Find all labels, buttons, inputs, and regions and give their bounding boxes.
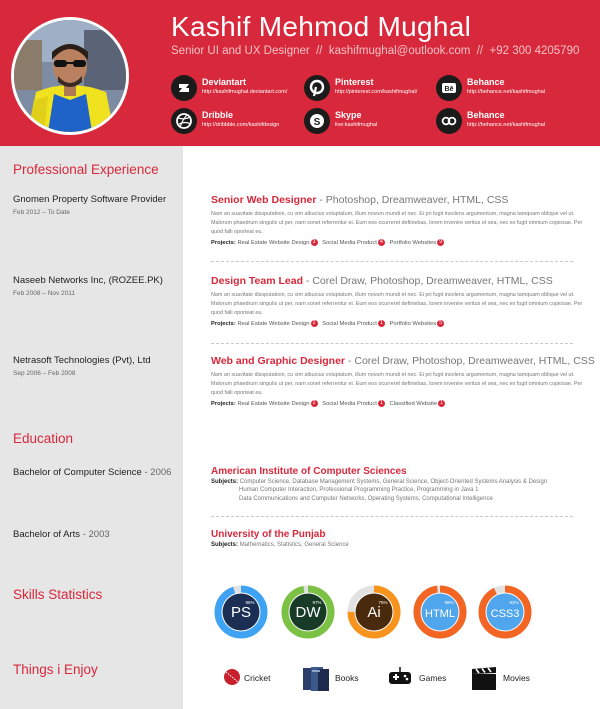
count-badge: 4	[378, 239, 385, 246]
contact-line	[171, 45, 579, 57]
projects-line: Projects: Real Estate Website Design 2 Social Media Product 1 Portfolio Websites 5	[211, 320, 586, 327]
skill-label: Ai	[367, 604, 381, 621]
job-title: Senior Web Designer - Photoshop, Dreamweaver, HTML, CSS	[211, 194, 509, 206]
count-badge: 1	[378, 320, 385, 327]
header	[0, 0, 600, 146]
books-icon	[301, 664, 331, 694]
job-title: Web and Graphic Designer - Corel Draw, Photoshop, Dreamweaver, HTML, CSS	[211, 355, 595, 367]
deviantart-icon	[171, 75, 197, 101]
skill-percent: 97%	[312, 600, 322, 605]
count-badge: 5	[437, 320, 444, 327]
skill-donut	[413, 585, 467, 639]
divider	[211, 343, 573, 344]
education-entry	[211, 529, 586, 549]
avatar	[11, 17, 129, 135]
skill-html	[413, 585, 467, 639]
social-pinterest[interactable]: Pinterest http://pinterest.com/kashifmughal/	[304, 75, 444, 103]
left-column	[0, 146, 183, 709]
count-badge: 3	[311, 239, 318, 246]
institute-name: American Institute of Computer Sciences	[211, 466, 407, 477]
count-badge: 9	[437, 239, 444, 246]
skill-donut	[281, 585, 335, 639]
social-skype[interactable]: S Skype live:kashifmughal	[304, 108, 444, 136]
skill-percent: 75%	[378, 600, 388, 605]
skill-label: HTML	[425, 608, 455, 620]
divider	[211, 516, 573, 517]
skill-label: DW	[295, 604, 321, 621]
skill-photoshop	[214, 585, 268, 639]
degree-name: Bachelor of Computer Science - 2006	[13, 467, 172, 478]
email-link[interactable]: kashifmughal@outlook.com	[328, 45, 471, 57]
separator: //	[476, 45, 484, 57]
gamepad-icon	[387, 664, 413, 694]
social-dribbble[interactable]: Dribble http://dribbble.com/kashifdesign	[171, 108, 311, 136]
skills-heading: Skills Statistics	[13, 587, 103, 602]
skype-icon	[304, 108, 330, 134]
job-entry	[211, 194, 586, 246]
skill-donut	[347, 585, 401, 639]
enjoy-games: Games	[387, 664, 457, 694]
skill-percent: 95%	[245, 600, 255, 605]
company-name: Gnomen Property Software Provider	[13, 194, 167, 205]
count-badge: 1	[378, 400, 385, 407]
job-entry	[211, 275, 586, 327]
cricket-ball-icon	[222, 664, 242, 694]
job-description: Nam an suavitate dissputationi, cu vim albucius voluptatum, illum novum mundi et nec. Ei pri fugit insolens argumentum, magna tamquam oblique vel ut. Malorum phaedrum singulis ut per, nam sonet referrentur ei. Eum eos ocurreret definiebas, lorem invenire veritus et sea, nec ex fugit omnium copiosae. Per quod falli oporteat eu.	[211, 372, 583, 396]
company-name: Naseeb Networks Inc, (ROZEE.PK)	[13, 275, 163, 286]
job-dates: Feb 2012 – To Date	[13, 209, 70, 216]
count-badge: 1	[438, 400, 445, 407]
projects-line: Projects: Real Estate Website Design 3 Social Media Product 4 Portfolio Websites 9	[211, 239, 586, 246]
job-headline: Senior UI and UX Designer	[171, 45, 310, 57]
skill-label: PS	[230, 604, 252, 621]
phone-number: +92 300 4205790	[489, 45, 580, 57]
job-description: Nam an suavitate dissputationi, cu vim albucius voluptatum, illum novum mundi et nec. Ei pri fugit insolens argumentum, magna tamquam oblique vel ut. Malorum phaedrum singulis ut per, nam sonet referrentur ei. Eum eos ocurreret definiebas, lorem invenire veritus et sea, nec ex fugit omnium copiosae. Per quod falli oporteat eu.	[211, 211, 583, 235]
job-dates: Feb 2008 – Nov 2011	[13, 290, 76, 297]
projects-line: Projects: Real Estate Website Design 2 Social Media Product 1 Classified Website 1	[211, 400, 586, 407]
skill-label: CSS3	[490, 608, 520, 620]
company-name: Netrasoft Technologies (Pvt), Ltd	[13, 355, 151, 366]
count-badge: 2	[311, 400, 318, 407]
behance-icon	[436, 75, 462, 101]
skill-dreamweaver	[281, 585, 335, 639]
social-behance-2[interactable]: Behance http://behance.net/kashifmughal	[436, 108, 576, 136]
flickr-icon	[436, 108, 462, 134]
skill-percent: 98%	[444, 600, 454, 605]
education-heading: Education	[13, 431, 74, 446]
degree-name: Bachelor of Arts - 2003	[13, 529, 110, 540]
job-title: Design Team Lead - Corel Draw, Photoshop, Dreamweaver, HTML, CSS	[211, 275, 553, 287]
subjects: Subjects: Mathematics, Statistics, General Science	[211, 542, 349, 548]
count-badge: 2	[311, 320, 318, 327]
job-dates: Sep 2006 – Feb 2008	[13, 370, 76, 377]
social-deviantart[interactable]: Deviantart http://kashifmughal.deviantart.com/	[171, 75, 311, 103]
divider	[211, 261, 573, 262]
enjoy-heading: Things i Enjoy	[13, 662, 98, 677]
skill-donut	[214, 585, 268, 639]
separator: //	[316, 45, 323, 57]
enjoy-cricket: Cricket	[222, 664, 282, 694]
subjects: Subjects: Computer Science, Database Management Systems, General Science, Object-Oriented Systems Analysis & Design Human Computer Interaction, Professional Programming Practice, Programming in Java 1 Data Communications and Computer Networks, Operating Systems, Computational Intelligence	[211, 479, 548, 502]
dribbble-icon	[171, 108, 197, 134]
enjoy-movies: Movies	[470, 664, 540, 694]
education-entry	[211, 466, 586, 503]
skill-css3	[478, 585, 532, 639]
clapperboard-icon	[470, 664, 498, 694]
job-entry	[211, 355, 595, 408]
skill-illustrator	[347, 585, 401, 639]
social-behance[interactable]: Bē Behance http://behance.net/kashifmughal	[436, 75, 576, 103]
experience-heading: Professional Experience	[13, 162, 159, 177]
pinterest-icon	[304, 75, 330, 101]
institute-name: University of the Punjab	[211, 529, 326, 540]
skill-percent: 93%	[509, 600, 519, 605]
job-description: Nam an suavitate dissputationi, cu vim albucius voluptatum, illum novum mundi et nec. Ei pri fugit insolens argumentum, magna tamquam oblique vel ut. Malorum phaedrum singulis ut per, nam sonet referrentur ei. Eum eos ocurreret definiebas, lorem invenire veritus et sea, nec ex fugit omnium copiosae. Per quod falli oporteat eu.	[211, 292, 583, 316]
enjoy-books: Books	[301, 664, 371, 694]
svg-text:S: S	[313, 117, 321, 128]
person-name: Kashif Mehmod Mughal	[171, 11, 472, 42]
svg-text:Bē: Bē	[444, 86, 454, 93]
skill-donut	[478, 585, 532, 639]
